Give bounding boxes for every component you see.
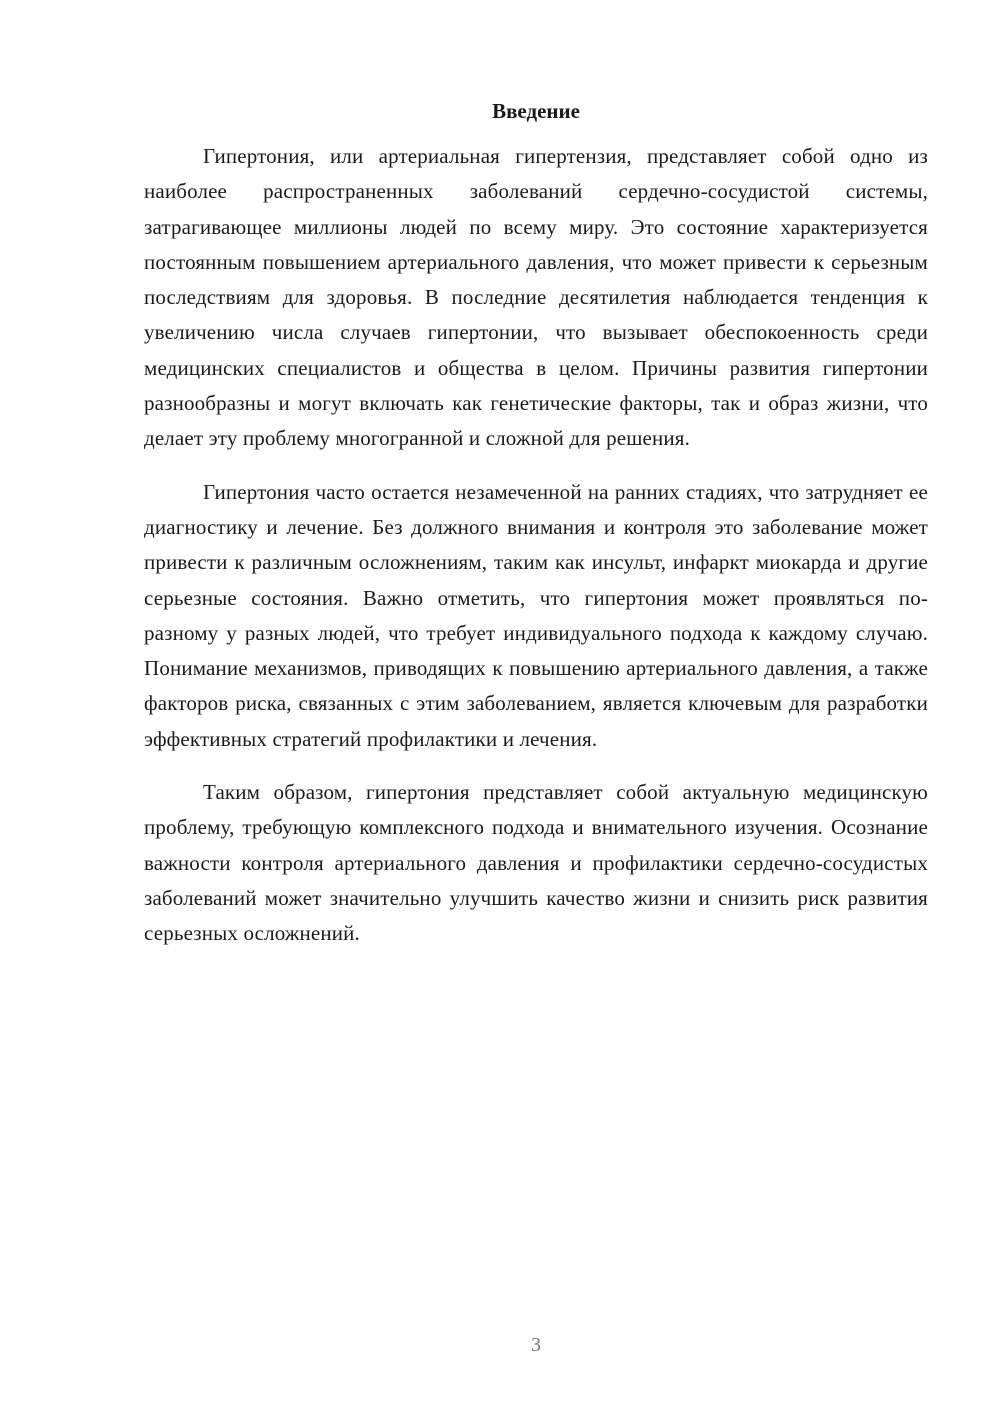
paragraph-3: Таким образом, гипертония представляет собой актуальную медицинскую проблему, требующую комплексного подхода и внимательного изучения. Осознание важности контроля артериального давления и профилактики сердечно-сосудистых заболеваний может значительно улучшить качество жизни и снизить риск развития серьезных осложнений. [144,780,928,946]
page-number: 3 [531,1334,541,1356]
paragraph-1: Гипертония, или артериальная гипертензия, представляет собой одно из наиболее распространенных заболеваний сердечно-сосудистой системы, затрагивающее миллионы людей по всему миру. Это состояние характеризуется постоянным повышением артериального давления, что может привести к серьезным последствиям для здоровья. В последние десятилетия наблюдается тенденция к увеличению числа случаев гипертонии, что вызывает обеспокоенность среди медицинских специалистов и общества в целом. Причины развития гипертонии разнообразны и могут включать как генетические факторы, так и образ жизни, что делает эту проблему многогранной и сложной для решения. [144,144,928,451]
paragraph-2: Гипертония часто остается незамеченной на ранних стадиях, что затрудняет ее диагностику и лечение. Без должного внимания и контроля это заболевание может привести к различным осложнениям, таким как инсульт, инфаркт миокарда и другие серьезные состояния. Важно отметить, что гипертония может проявляться по-разному у разных людей, что требует индивидуального подхода к каждому случаю. Понимание механизмов, приводящих к повышению артериального давления, а также факторов риска, связанных с этим заболеванием, является ключевым для разработки эффективных стратегий профилактики и лечения. [144,479,928,751]
page-content [144,96,928,970]
section-title: Введение [492,99,580,123]
